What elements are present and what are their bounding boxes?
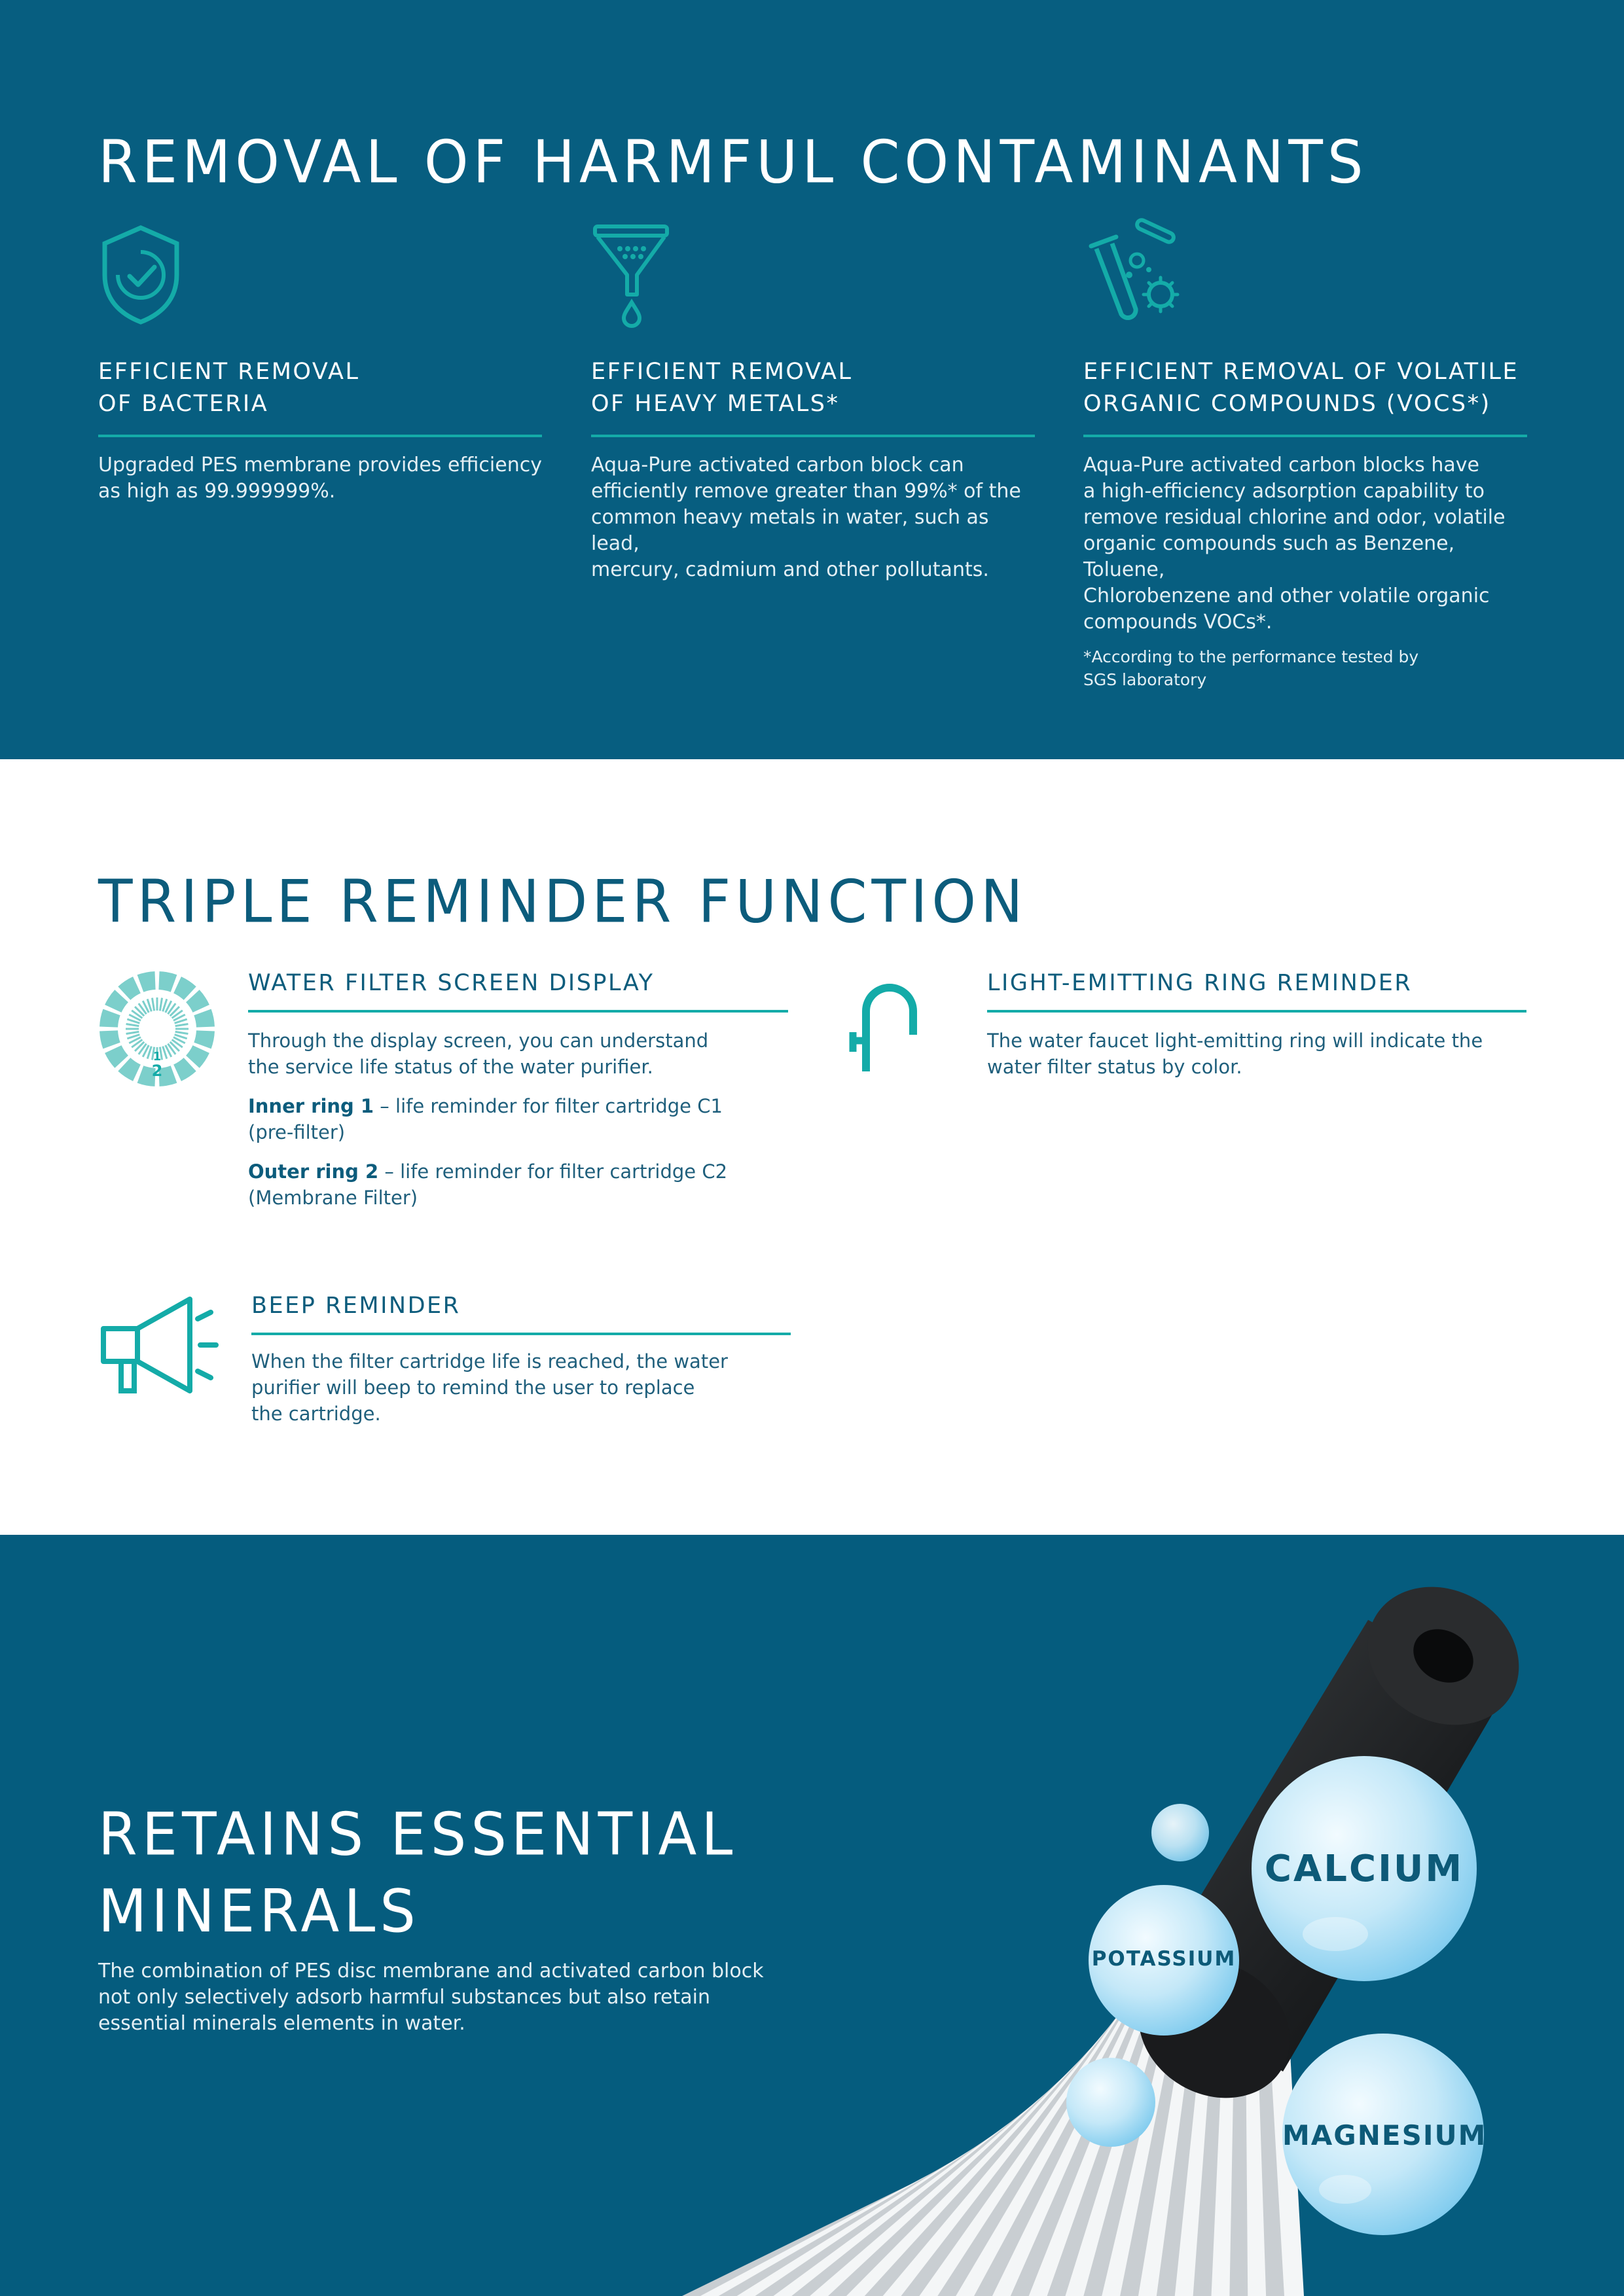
bacteria-column [98, 223, 543, 505]
screen-display-body: Through the display screen, you can understand the service life status of the water purifier. [248, 1030, 709, 1078]
shield-check-icon [98, 223, 183, 327]
heavy-metals-body: Aqua-Pure activated carbon block can efficiently remove greater than 99%* of the common heavy metals in water, such as lead, mercury, cadmium and other pollutants. [591, 454, 1021, 581]
ring-number-inner: 1 [153, 1050, 162, 1064]
outer-ring-label: Outer ring 2 [248, 1160, 379, 1183]
inner-ring-desc: – life reminder for filter cartridge C1 (pre-filter) [248, 1095, 723, 1143]
contaminants-section [0, 0, 1624, 759]
reminder-section [0, 759, 1624, 1535]
divider [987, 1010, 1526, 1013]
magnesium-label: MAGNESIUM [1282, 2119, 1487, 2151]
inner-ring-text [248, 1093, 723, 1145]
beep-heading: BEEP REMINDER [251, 1293, 461, 1319]
divider [98, 435, 542, 437]
ring-segment [158, 971, 177, 992]
vocs-body: Aqua-Pure activated carbon blocks have a high-efficiency adsorption capability to remove residual chlorine and odor, volatile organic compounds such as Benzene, Toluene, Chlorobenzene and other volatile organic compounds VOCs*. [1083, 454, 1506, 634]
minerals-title: RETAINS ESSENTIAL MINERALS [98, 1800, 738, 1946]
bacteria-heading: EFFICIENT REMOVAL OF BACTERIA [98, 359, 360, 417]
heavy-metals-column [591, 223, 1036, 583]
reminder-title: TRIPLE REMINDER FUNCTION [98, 867, 1028, 937]
ring-segment [99, 1009, 120, 1028]
minerals-body: The combination of PES disc membrane and activated carbon block not only selectively adsorb harmful substances but also retain essential minerals elements in water. [98, 1960, 764, 2035]
bacteria-body: Upgraded PES membrane provides efficiency as high as 99.999999%. [98, 454, 542, 503]
test-tube-germ-icon [1083, 223, 1188, 327]
filter-ring-display-icon [98, 970, 216, 1088]
footnote: *According to the performance tested by SGS laboratory [1083, 647, 1419, 689]
beep-body: When the filter cartridge life is reached, the water purifier will beep to remind the user to replace the cartridge. [251, 1350, 728, 1425]
screen-display-heading: WATER FILTER SCREEN DISPLAY [248, 970, 655, 996]
funnel-drop-icon [591, 223, 676, 327]
light-ring-heading: LIGHT-EMITTING RING REMINDER [987, 970, 1413, 996]
divider [251, 1333, 791, 1335]
contaminants-title: REMOVAL OF HARMFUL CONTAMINANTS [98, 128, 1368, 197]
calcium-label: CALCIUM [1264, 1848, 1464, 1890]
potassium-label: POTASSIUM [1091, 1947, 1236, 1971]
outer-ring-desc: – life reminder for filter cartridge C2 (Membrane Filter) [248, 1160, 728, 1209]
vocs-heading: EFFICIENT REMOVAL OF VOLATILE ORGANIC COMPOUNDS (VOCS*) [1083, 359, 1519, 417]
ring-segment [194, 1030, 215, 1049]
ring-segment [137, 971, 156, 992]
minerals-section [0, 1535, 1624, 2296]
divider [591, 435, 1035, 437]
ring-segment [194, 1009, 215, 1028]
heavy-metals-heading: EFFICIENT REMOVAL OF HEAVY METALS* [591, 359, 853, 417]
vocs-column [1083, 223, 1528, 691]
divider [1083, 435, 1527, 437]
faucet-icon [848, 972, 933, 1077]
divider [248, 1010, 788, 1013]
outer-ring-text [248, 1158, 727, 1211]
ring-segment [99, 1030, 120, 1049]
filter-cartridge-illustration [687, 1535, 1624, 2296]
ring-number: 2 [151, 1062, 163, 1080]
megaphone-icon [98, 1293, 223, 1397]
inner-ring-label: Inner ring 1 [248, 1095, 374, 1117]
light-ring-body: The water faucet light-emitting ring will indicate the water filter status by color. [987, 1030, 1483, 1078]
